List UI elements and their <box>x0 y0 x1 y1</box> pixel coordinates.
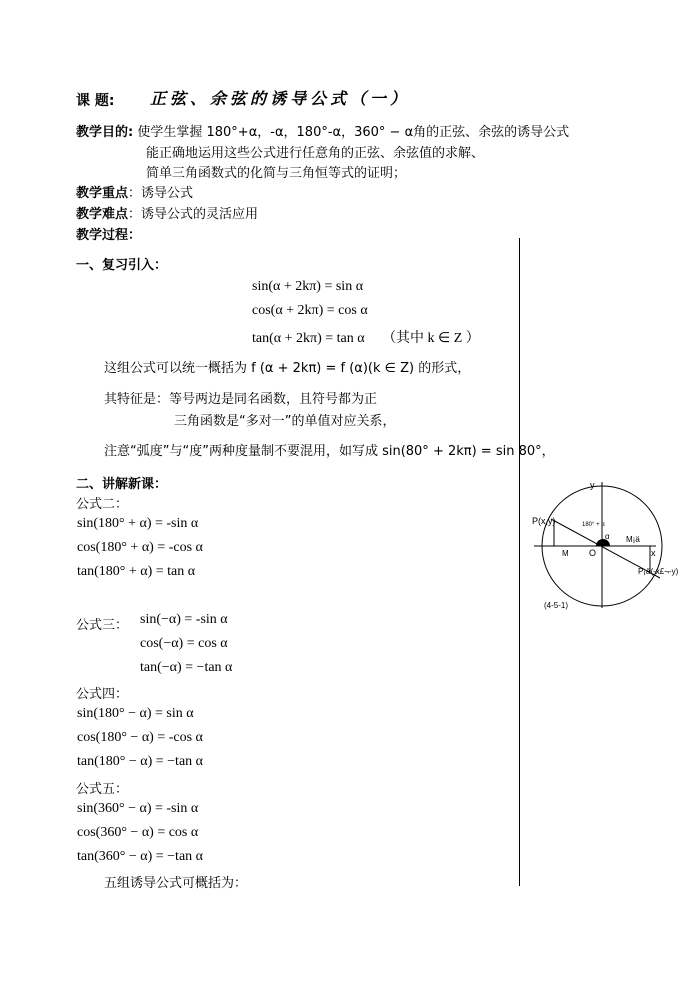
objectives-label: 教学目的 <box>76 125 129 140</box>
conclusion: 五组诱导公式可概括为： <box>104 876 248 891</box>
review-formula-note: （其中 k ∈ Z ） <box>382 331 480 346</box>
formula5-cos: cos(360° − α) = cos α <box>77 825 199 840</box>
process-label: 教学过程 <box>76 228 129 243</box>
key-point-label: 教学重点 <box>76 186 129 201</box>
y-axis-label: y <box>590 480 595 490</box>
point-m2-label: M¡ä <box>626 535 640 544</box>
formula5-sin: sin(360° − α) = -sin α <box>77 801 199 816</box>
key-point <box>76 182 193 201</box>
formula4-label: 公式四： <box>76 687 129 702</box>
formula5-tan: tan(360° − α) = −tan α <box>77 849 203 864</box>
difficulty <box>76 203 258 222</box>
formula3-sin: sin(−α) = -sin α <box>140 612 228 627</box>
key-point-text: ：诱导公式 <box>128 186 194 201</box>
point-p2-label: P¡ä(-x£¬-y) <box>638 567 679 576</box>
column-divider <box>519 238 520 886</box>
formula4-sin: sin(180° − α) = sin α <box>77 706 194 721</box>
formula5-label: 公式五： <box>76 782 129 797</box>
review-feature1: 其特征是：等号两边是同名函数，且符号都为正 <box>104 392 378 407</box>
formula4-tan: tan(180° − α) = −tan α <box>77 754 203 769</box>
difficulty-text: ：诱导公式的灵活应用 <box>128 207 259 222</box>
difficulty-label: 教学难点 <box>76 207 129 222</box>
title-label: 课 题: <box>76 93 115 109</box>
formula2-cos: cos(180° + α) = -cos α <box>77 540 203 555</box>
review-formula-cos: cos(α + 2kπ) = cos α <box>252 303 368 318</box>
process <box>76 224 141 243</box>
objectives-text1: 使学生掌握 180°+α，-α，180°-α，360° − α角的正弦、余弦的诱导公式 <box>137 125 570 140</box>
formula4-cos: cos(180° − α) = -cos α <box>77 730 203 745</box>
unit-circle-figure <box>526 478 696 628</box>
review-note: 注意“弧度”与“度”两种度量制不要混用，如写成 sin(80° + 2kπ) = sin 80°， <box>104 444 555 459</box>
process-text: ： <box>128 228 142 243</box>
new-lesson-heading: 二、讲解新课： <box>76 477 168 492</box>
review-formula-tan <box>252 327 480 347</box>
x-axis-label: x <box>651 548 656 558</box>
formula3-label: 公式三： <box>76 618 129 633</box>
review-feature2: 三角函数是“多对一”的单值对应关系， <box>174 414 396 429</box>
formula3-cos: cos(−α) = cos α <box>140 636 228 651</box>
formula2-sin: sin(180° + α) = -sin α <box>77 516 199 531</box>
objectives-line2: 能正确地运用这些公式进行任意角的正弦、余弦值的求解、 <box>146 146 485 161</box>
review-formula-tan-text: tan(α + 2kπ) = tan α <box>252 331 365 346</box>
formula2-label: 公式二： <box>76 497 129 512</box>
point-p-label: P(x,y) <box>532 516 556 526</box>
page-title: 正弦、余弦的诱导公式（一） <box>150 89 411 108</box>
review-formula-sin: sin(α + 2kπ) = sin α <box>252 279 364 294</box>
figure-caption: (4-5-1) <box>544 601 569 610</box>
angle-label: 180° + α <box>582 522 605 528</box>
objectives-line1 <box>76 121 569 140</box>
objectives-line3: 简单三角函数式的化简与三角恒等式的证明； <box>146 166 407 181</box>
review-heading: 一、复习引入： <box>76 258 168 273</box>
objectives-colon: : <box>128 125 134 140</box>
origin-label: O <box>589 548 597 558</box>
point-m-label: M <box>562 549 569 558</box>
alpha-label: α <box>605 532 610 541</box>
review-summary: 这组公式可以统一概括为 f (α + 2kπ) = f (α)(k ∈ Z) 的形式， <box>104 361 471 376</box>
formula3-tan: tan(−α) = −tan α <box>140 660 233 675</box>
formula2-tan: tan(180° + α) = tan α <box>77 564 196 579</box>
